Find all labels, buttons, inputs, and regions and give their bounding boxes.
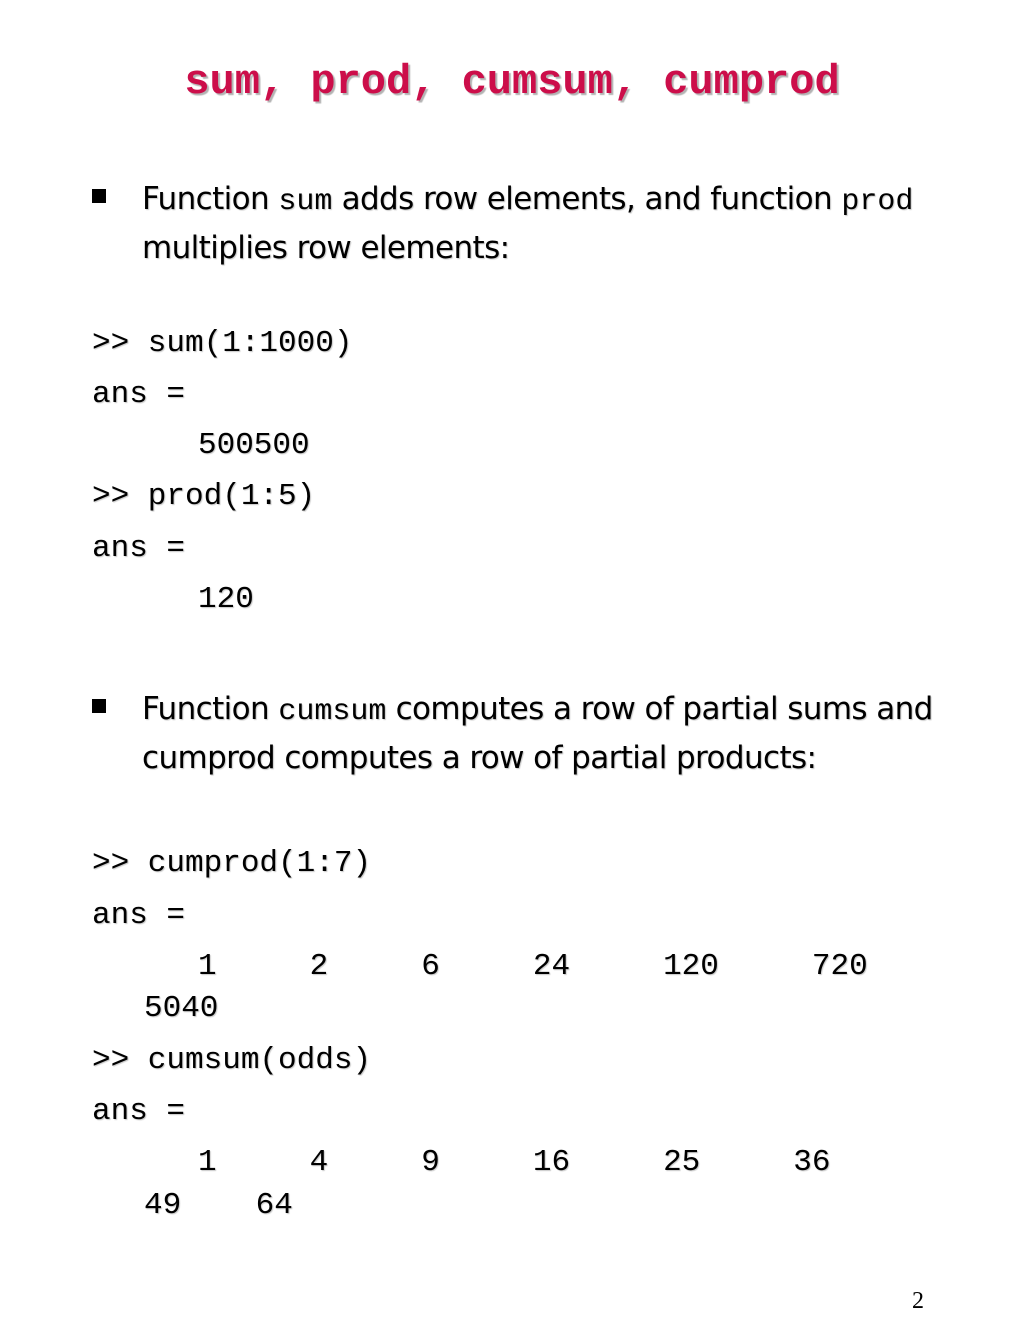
text-part: adds row elements, and function — [332, 181, 842, 217]
square-bullet-icon — [92, 189, 106, 203]
bullet-text-cumsum-cumprod — [142, 686, 942, 781]
code-line: >> prod(1:5) — [92, 479, 316, 514]
bullet-text-sum-prod — [142, 176, 942, 271]
text-part: computes a row of partial sums and cumprod computes a row of partial products: — [142, 691, 933, 776]
code-line: >> sum(1:1000) — [92, 326, 353, 361]
text-part: Function — [142, 691, 279, 727]
code-output: 1 2 6 24 120 720 — [198, 949, 868, 984]
text-part: Function — [142, 181, 279, 217]
code-cumsum: cumsum — [278, 695, 387, 729]
code-prod: prod — [841, 185, 914, 219]
code-line: ans = — [92, 377, 186, 412]
code-output-wrap: 5040 — [144, 991, 219, 1026]
code-sum: sum — [278, 185, 333, 219]
code-line: >> cumsum(odds) — [92, 1043, 372, 1078]
code-output: 120 — [198, 582, 254, 617]
text-part: multiplies row elements: — [142, 230, 510, 266]
code-output-wrap: 49 64 — [144, 1188, 293, 1223]
page-number: 2 — [912, 1288, 924, 1314]
code-line: ans = — [92, 531, 186, 566]
code-output: 1 4 9 16 25 36 — [198, 1145, 831, 1180]
code-line: ans = — [92, 1094, 186, 1129]
code-line: >> cumprod(1:7) — [92, 846, 372, 881]
square-bullet-icon — [92, 699, 106, 713]
code-output: 500500 — [198, 428, 310, 463]
code-line: ans = — [92, 898, 186, 933]
slide-title: sum, prod, cumsum, cumprod — [184, 58, 840, 106]
